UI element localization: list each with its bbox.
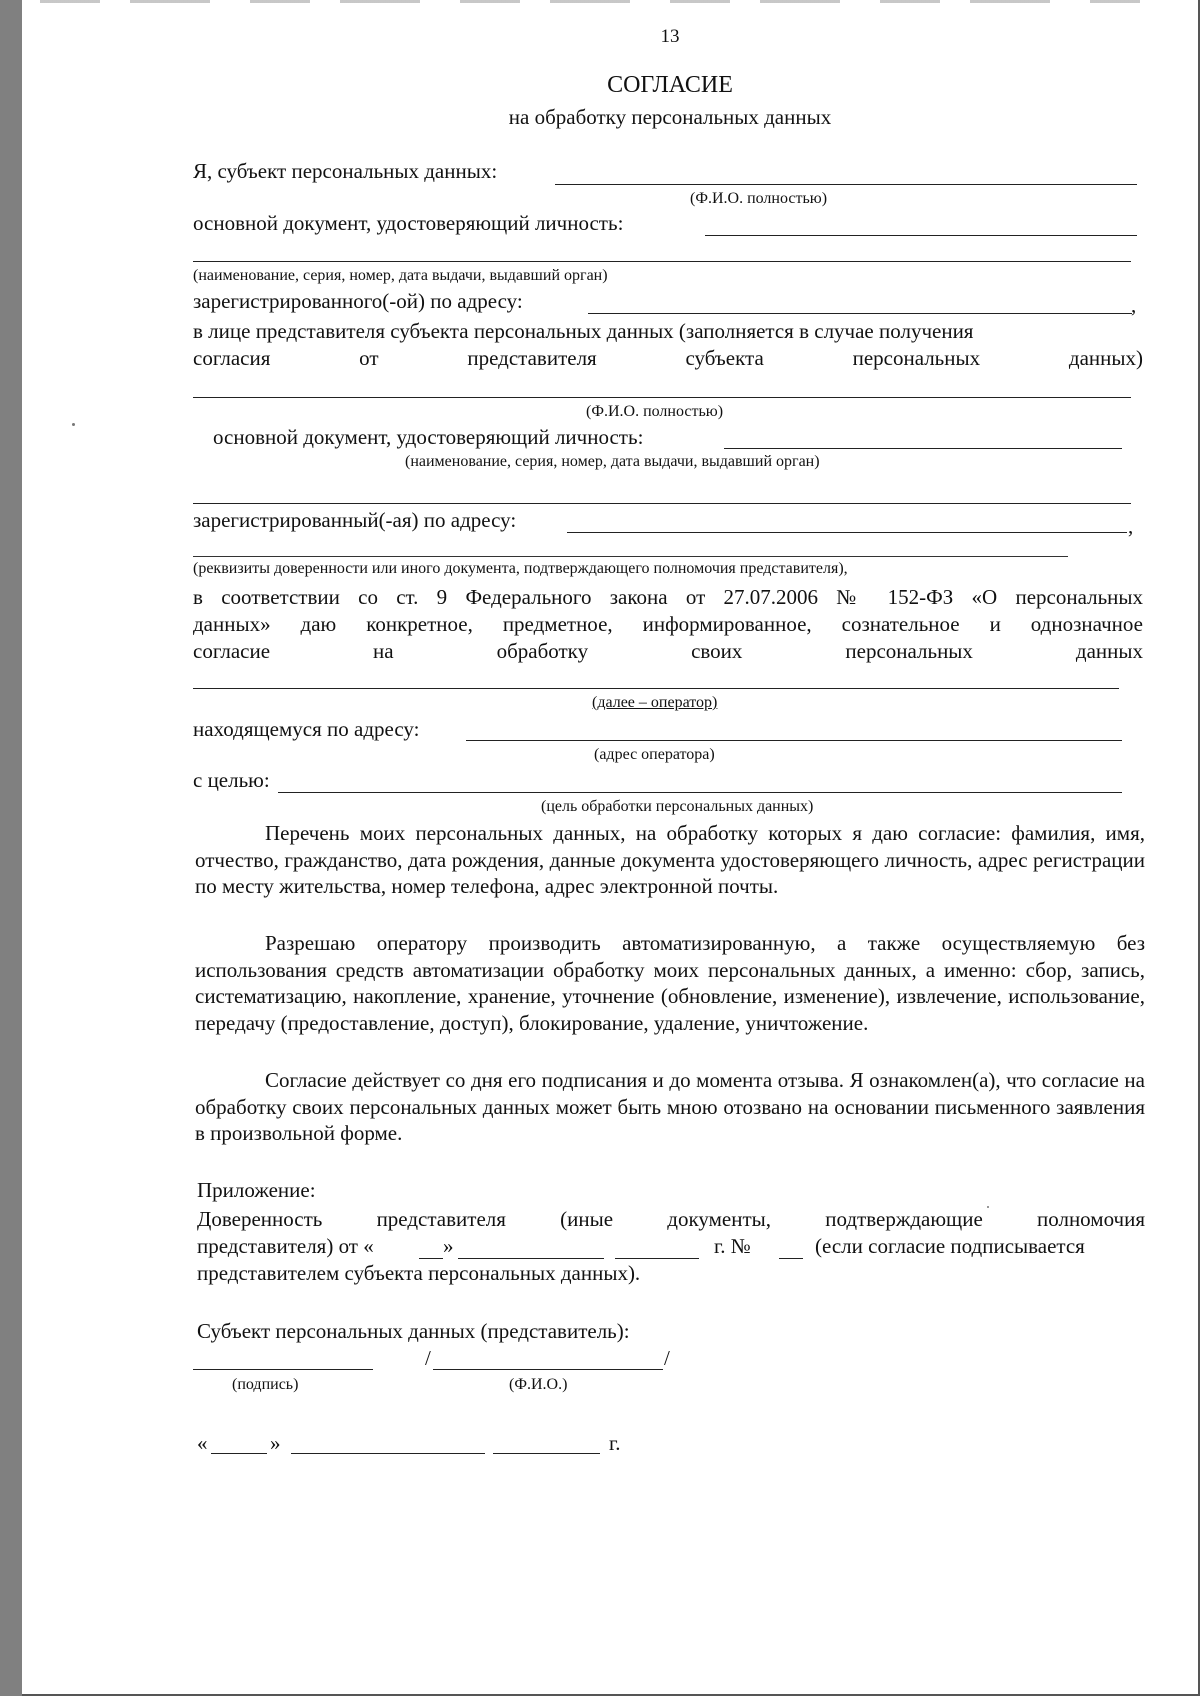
- date-quote: »: [270, 1431, 281, 1455]
- doc-label: основной документ, удостоверяющий личность:: [213, 425, 644, 449]
- representative-text-line: согласия от представителя субъекта персональных данных): [193, 346, 1143, 370]
- appendix-text-line: представителем субъекта персональных данных).: [197, 1261, 641, 1285]
- signature-fio-hint: (Ф.И.О.): [509, 1376, 568, 1393]
- rep-doc-line-continued[interactable]: [193, 503, 1131, 504]
- date-day-line[interactable]: [211, 1453, 267, 1454]
- appendix-text: (если согласие подписывается: [815, 1234, 1085, 1258]
- document-subtitle: на обработку персональных данных: [508, 105, 832, 129]
- address-line[interactable]: [588, 313, 1132, 314]
- date-quote: «: [197, 1431, 208, 1455]
- operator-address-line[interactable]: [466, 740, 1122, 741]
- comma: ,: [1128, 514, 1134, 538]
- appendix-year-line[interactable]: [615, 1258, 699, 1259]
- consent-paragraph: [195, 820, 1145, 900]
- law-text-line: согласие на обработку своих персональных данных: [193, 639, 1143, 663]
- purpose-line[interactable]: [278, 792, 1122, 793]
- doc-line[interactable]: [705, 235, 1137, 236]
- page-number: 13: [660, 26, 680, 47]
- paragraph-text: Перечень моих персональных данных, на обработку которых я даю согласие: фамилия, имя, отчество, гражданство, дата рождения, данные документа удостоверяющего личность, адрес регистрации по месту жительства, номер телефона, адрес электронной почты.: [195, 821, 1145, 898]
- paragraph-text: Разрешаю оператору производить автоматизированную, а также осуществляемую без использования средств автоматизации обработку моих персональных данных, а именно: сбор, запись, систематизацию, накопление, хранение, уточнение (обновление, изменение), извлечение, использование, передачу (предоставление, доступ), блокирование, удаление, уничтожение.: [195, 931, 1145, 1035]
- power-hint: (реквизиты доверенности или иного документа, подтверждающего полномочия представителя),: [193, 560, 848, 577]
- consent-paragraph: [195, 930, 1145, 1036]
- appendix-label: Приложение:: [197, 1178, 316, 1202]
- paragraph-text: Согласие действует со дня его подписания и до момента отзыва. Я ознакомлен(а), что согласие на обработку своих персональных данных может быть мною отозвано на основании письменного заявления в произвольной форме.: [195, 1068, 1145, 1145]
- appendix-text: г. №: [714, 1234, 751, 1258]
- signature-label: Субъект персональных данных (представитель):: [197, 1319, 630, 1343]
- comma: ,: [1131, 293, 1137, 317]
- slash: /: [425, 1346, 431, 1370]
- scan-artifact: [40, 0, 1140, 3]
- subject-fio-line[interactable]: [555, 184, 1137, 185]
- operator-address-label: находящемуся по адресу:: [193, 717, 420, 741]
- power-of-attorney-line[interactable]: [193, 556, 1068, 557]
- doc-hint: (наименование, серия, номер, дата выдачи, выдавший орган): [193, 267, 608, 284]
- fio-hint: (Ф.И.О. полностью): [690, 190, 828, 207]
- doc-hint: (наименование, серия, номер, дата выдачи, выдавший орган): [405, 453, 820, 470]
- appendix-month-line[interactable]: [458, 1258, 604, 1259]
- law-text-line: в соответствии со ст. 9 Федерального закона от 27.07.2006 № 152-ФЗ «О персональных: [193, 585, 1143, 609]
- signature-line[interactable]: [193, 1369, 373, 1370]
- scan-speck: [72, 423, 75, 426]
- appendix-text: »: [443, 1234, 454, 1258]
- operator-hint: (далее – оператор): [592, 694, 718, 711]
- date-year-line[interactable]: [493, 1453, 600, 1454]
- representative-text-line: в лице представителя субъекта персональных данных (заполняется в случае получения: [193, 319, 974, 343]
- operator-name-line[interactable]: [193, 688, 1119, 689]
- representative-fio-line[interactable]: [193, 397, 1131, 398]
- signature-hint: (подпись): [232, 1376, 299, 1393]
- law-text-line: данных» даю конкретное, предметное, информированное, сознательное и однозначное: [193, 612, 1143, 636]
- registered-label: зарегистрированного(-ой) по адресу:: [193, 289, 523, 313]
- subject-label: Я, субъект персональных данных:: [193, 159, 498, 183]
- signature-fio-line[interactable]: [433, 1369, 663, 1370]
- purpose-hint: (цель обработки персональных данных): [541, 798, 814, 815]
- date-year-suffix: г.: [609, 1431, 621, 1455]
- date-month-line[interactable]: [291, 1453, 485, 1454]
- slash: /: [664, 1346, 670, 1370]
- registered-label: зарегистрированный(-ая) по адресу:: [193, 508, 517, 532]
- consent-paragraph: [195, 1067, 1145, 1147]
- fio-hint: (Ф.И.О. полностью): [586, 403, 724, 420]
- appendix-day-line[interactable]: [419, 1258, 443, 1259]
- doc-line-continued[interactable]: [193, 261, 1131, 262]
- operator-address-hint: (адрес оператора): [594, 746, 715, 763]
- doc-label: основной документ, удостоверяющий личность:: [193, 211, 624, 235]
- rep-doc-line[interactable]: [724, 448, 1122, 449]
- appendix-text-line: представителя) от «: [197, 1234, 374, 1258]
- purpose-label: с целью:: [193, 768, 270, 792]
- document-title: СОГЛАСИЕ: [607, 72, 733, 98]
- rep-address-line[interactable]: [567, 532, 1127, 533]
- appendix-number-line[interactable]: [779, 1258, 803, 1259]
- appendix-text-line: Доверенность представителя (иные документы, подтверждающие полномочия: [197, 1207, 1145, 1231]
